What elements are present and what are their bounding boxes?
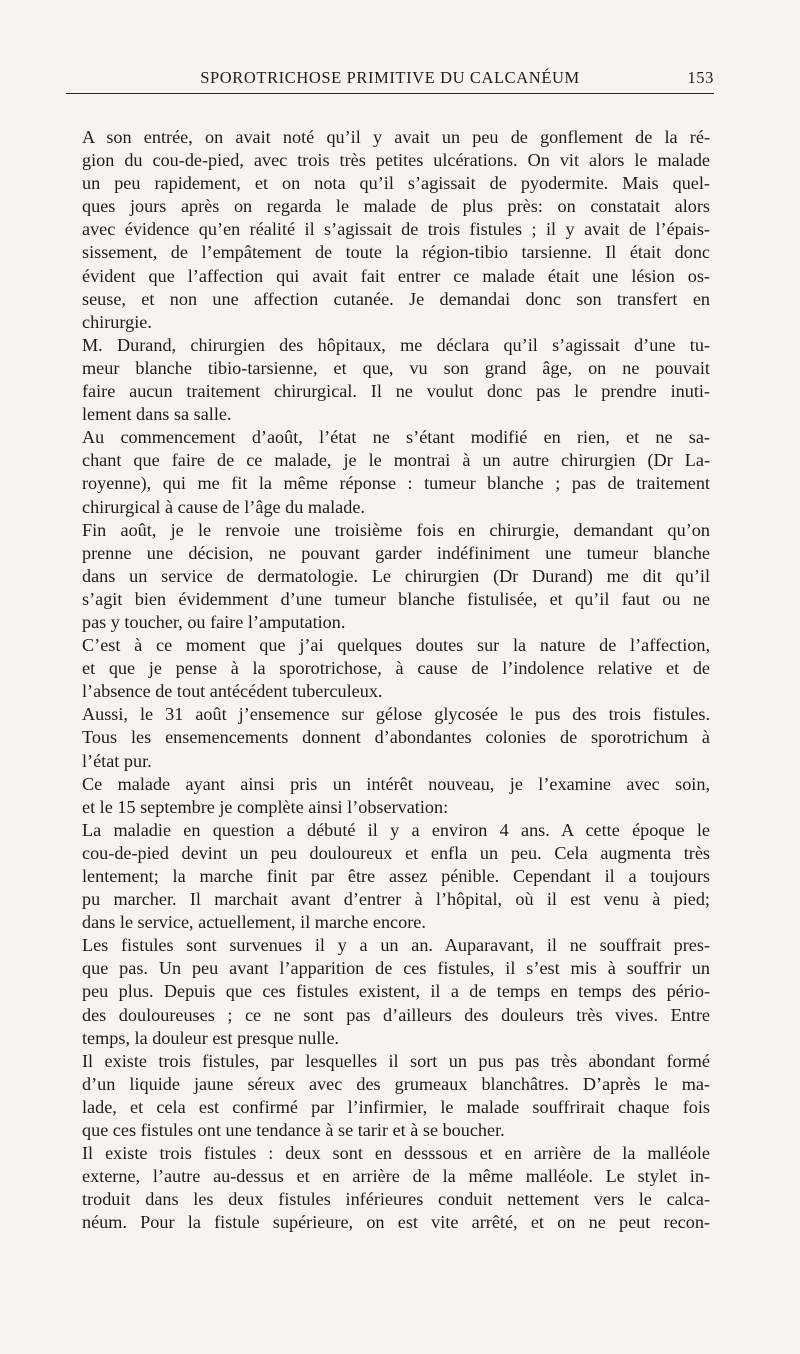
text-line: peu plus. Depuis que ces fistules existent, il a de temps en temps des pério- xyxy=(82,981,710,1002)
text-line: avec évidence qu’en réalité il s’agissait de trois fistules ; il y avait de l’épais- xyxy=(82,219,710,240)
text-line: Tous les ensemencements donnent d’abondantes colonies de sporotrichum à xyxy=(82,727,710,748)
text-line: meur blanche tibio-tarsienne, et que, vu son grand âge, on ne pouvait xyxy=(82,357,710,378)
text-line: dans le service, actuellement, il marche encore. xyxy=(82,912,426,933)
running-header xyxy=(66,68,714,94)
text-line: Il existe trois fistules : deux sont en desssous et en arrière de la malléole xyxy=(82,1143,710,1164)
text-line: Fin août, je le renvoie une troisième fois en chirurgie, demandant qu’on xyxy=(82,519,710,540)
text-line: sissement, de l’empâtement de toute la région-tibio tarsienne. Il était donc xyxy=(82,242,710,263)
text-line: C’est à ce moment que j’ai quelques doutes sur la nature de l’affection, xyxy=(82,635,710,656)
text-line: dans un service de dermatologie. Le chirurgien (Dr Durand) me dit qu’il xyxy=(82,565,710,586)
text-line: Les fistules sont survenues il y a un an. Auparavant, il ne souffrait pres- xyxy=(82,935,710,956)
text-line: chirurgie. xyxy=(82,311,152,332)
text-line: chant que faire de ce malade, je le montrai à un autre chirurgien (Dr La- xyxy=(82,450,710,471)
text-line: l’état pur. xyxy=(82,750,152,771)
text-line: s’agit bien évidemment d’une tumeur blanche fistulisée, et qu’il faut ou ne xyxy=(82,588,710,609)
text-line: chirurgical à cause de l’âge du malade. xyxy=(82,496,365,517)
text-line: A son entrée, on avait noté qu’il y avait un peu de gonflement de la ré- xyxy=(82,127,710,147)
text-line: La maladie en question a débuté il y a environ 4 ans. A cette époque le xyxy=(82,819,710,840)
text-line: lade, et cela est confirmé par l’infirmier, le malade souffrirait chaque fois xyxy=(82,1096,710,1117)
text-line: lentement; la marche finit par être assez pénible. Cependant il a toujours xyxy=(82,866,710,886)
text-line: seuse, et non une affection cutanée. Je demandai donc son transfert en xyxy=(82,288,710,309)
text-line: ques jours après on regarda le malade de plus près: on constatait alors xyxy=(82,196,710,217)
page-number: 153 xyxy=(687,68,714,87)
text-line: externe, l’autre au-dessus et en arrière de la même malléole. Le stylet in- xyxy=(82,1166,710,1187)
text-line: et que je pense à la sporotrichose, à cause de l’indolence relative et de xyxy=(82,658,710,679)
text-line: pu marcher. Il marchait avant d’entrer à l’hôpital, où il est venu à pied; xyxy=(82,889,710,910)
text-line: M. Durand, chirurgien des hôpitaux, me déclara qu’il s’agissait d’une tu- xyxy=(82,334,710,355)
text-line: temps, la douleur est presque nulle. xyxy=(82,1027,340,1048)
text-line: que pas. Un peu avant l’apparition de ces fistules, il s’est mis à souffrir un xyxy=(82,958,710,979)
text-line: Au commencement d’août, l’état ne s’étant modifié en rien, et ne sa- xyxy=(82,427,710,448)
running-title: SPOROTRICHOSE PRIMITIVE DU CALCANÉUM xyxy=(200,68,580,87)
text-line: faire aucun traitement chirurgical. Il ne voulut donc pas le prendre inuti- xyxy=(82,381,710,402)
text-line: pas y toucher, ou faire l’amputation. xyxy=(82,611,346,632)
text-line: Il existe trois fistules, par lesquelles il sort un pus pas très abondant formé xyxy=(82,1050,710,1071)
text-line: un peu rapidement, et on nota qu’il s’agissait de pyodermite. Mais quel- xyxy=(82,173,710,194)
text-line: d’un liquide jaune séreux avec des grumeaux blanchâtres. D’après le ma- xyxy=(82,1073,710,1094)
body-text xyxy=(82,126,710,1235)
text-line: et le 15 septembre je complète ainsi l’observation: xyxy=(82,796,449,817)
text-line: des douloureuses ; ce ne sont pas d’ailleurs des douleurs très vives. Entre xyxy=(82,1004,710,1025)
text-line: Ce malade ayant ainsi pris un intérêt nouveau, je l’examine avec soin, xyxy=(82,773,710,794)
text-line: que ces fistules ont une tendance à se tarir et à se boucher. xyxy=(82,1120,505,1141)
text-line: gion du cou-de-pied, avec trois très petites ulcérations. On vit alors le malade xyxy=(82,150,710,171)
text-line: lement dans sa salle. xyxy=(82,404,232,425)
text-line: l’absence de tout antécédent tuberculeux. xyxy=(82,681,383,702)
text-line: cou-de-pied devint un peu douloureux et enfla un peu. Cela augmenta très xyxy=(82,842,710,863)
text-line: néum. Pour la fistule supérieure, on est vite arrêté, et on ne peut recon- xyxy=(82,1212,710,1233)
text-line: Aussi, le 31 août j’ensemence sur gélose glycosée le pus des trois fistules. xyxy=(82,704,710,725)
text-line: évident que l’affection qui avait fait entrer ce malade était une lésion os- xyxy=(82,265,710,286)
text-line: troduit dans les deux fistules inférieures conduit nettement vers le calca- xyxy=(82,1189,710,1210)
text-line: prenne une décision, ne pouvant garder indéfiniment une tumeur blanche xyxy=(82,542,710,563)
text-line: royenne), qui me fit la même réponse : tumeur blanche ; pas de traitement xyxy=(82,473,710,494)
